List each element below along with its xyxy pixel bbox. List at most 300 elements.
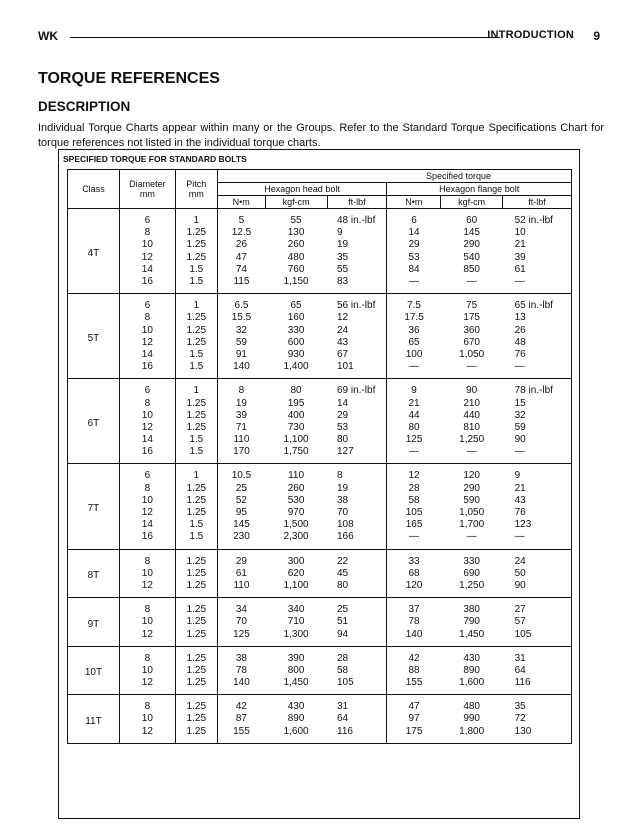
flange-nm-cell: 29 [408, 239, 420, 251]
hex-ftlbf-cell: 105 [327, 677, 387, 695]
flange-nm-cell: 155 [387, 677, 441, 695]
flange-ftlbf-cell: — [503, 361, 572, 379]
flange-kgf-cell: 990 [463, 713, 480, 725]
hex-kgf-cell: 620 [287, 567, 305, 579]
hex-ftlbf-cell: 53 [327, 422, 387, 434]
diameter-cell: 12 [119, 252, 175, 264]
flange-kgf-cell: 810 [463, 421, 480, 433]
diameter-cell: 8 [119, 549, 175, 568]
pitch-cell: 1.25 [175, 422, 217, 434]
hex-ftlbf-cell: 29 [327, 410, 387, 422]
flange-kgf-cell: 175 [463, 312, 480, 324]
hex-kgf-cell: 1,500 [283, 519, 309, 531]
flange-kgf-cell: 1,450 [441, 628, 503, 646]
hex-kgf-cell: 730 [287, 421, 305, 433]
pitch-cell: 1.25 [175, 239, 217, 251]
hex-nm-cell: 25 [235, 482, 247, 494]
table-row [68, 209, 572, 228]
table-row [68, 294, 572, 313]
header-diameter [119, 170, 175, 209]
pitch-cell: 1.5 [175, 531, 217, 549]
table-row [68, 312, 572, 324]
class-cell: 7T [68, 464, 120, 549]
hex-kgf-cell: 2,300 [265, 531, 327, 549]
flange-kgf-cell: 1,050 [459, 348, 485, 360]
flange-nm-cell: — [387, 446, 441, 464]
flange-nm-cell: 6 [411, 215, 417, 227]
flange-nm-cell: 53 [408, 251, 420, 263]
hex-nm-cell: 26 [235, 239, 247, 251]
table-row [68, 379, 572, 398]
flange-ftlbf-cell: 21 [503, 239, 572, 251]
hex-kgf-cell: 710 [287, 616, 305, 628]
table-row [68, 410, 572, 422]
hex-nm-cell: 95 [235, 507, 247, 519]
flange-nm-cell: — [387, 361, 441, 379]
torque-table-body [68, 209, 572, 744]
hex-kgf-cell: 340 [287, 604, 305, 616]
table-row [68, 646, 572, 665]
hex-kgf-cell: 160 [287, 312, 305, 324]
table-row [68, 713, 572, 725]
flange-ftlbf-cell: 76 [503, 349, 572, 361]
flange-kgf-cell: 850 [463, 263, 480, 275]
hex-ftlbf-cell: 94 [327, 628, 387, 646]
flange-ftlbf-cell: — [503, 531, 572, 549]
hex-nm-cell: 110 [217, 580, 265, 598]
flange-nm-cell: 68 [408, 567, 420, 579]
hex-ftlbf-cell: 127 [327, 446, 387, 464]
flange-kgf-cell: 290 [463, 239, 480, 251]
page-number: 9 [593, 29, 600, 43]
header-hex-nm: N•m [217, 196, 265, 209]
table-row [68, 361, 572, 379]
flange-nm-cell: 58 [408, 494, 420, 506]
diameter-cell: 14 [119, 434, 175, 446]
flange-ftlbf-cell: 64 [503, 665, 572, 677]
hex-ftlbf-cell: 83 [327, 276, 387, 294]
hex-ftlbf-cell: 80 [327, 580, 387, 598]
header-diameter-label: Diameter [129, 179, 166, 189]
pitch-cell: 1.5 [175, 361, 217, 379]
hex-nm-cell: 39 [235, 409, 247, 421]
diameter-cell: 14 [119, 264, 175, 276]
hex-kgf-cell: 600 [287, 336, 305, 348]
pitch-cell: 1.25 [175, 252, 217, 264]
flange-ftlbf-cell: 43 [503, 495, 572, 507]
flange-nm-cell: 36 [408, 324, 420, 336]
flange-ftlbf-cell: 90 [503, 580, 572, 598]
hex-kgf-cell: 260 [287, 239, 305, 251]
flange-kgf-cell: — [441, 276, 503, 294]
pitch-cell: 1.25 [175, 227, 217, 239]
hex-ftlbf-cell: 51 [327, 616, 387, 628]
diameter-cell: 12 [119, 726, 175, 744]
description-paragraph: Individual Torque Charts appear within many or the Groups. Refer to the Standard Torque Specifications Chart for torque references not listed in the individual torque charts. [38, 122, 604, 149]
diameter-cell: 12 [119, 337, 175, 349]
diameter-cell: 6 [119, 294, 175, 313]
diameter-cell: 10 [119, 325, 175, 337]
hex-kgf-cell: 1,600 [265, 726, 327, 744]
hex-ftlbf-cell: 9 [327, 227, 387, 239]
table-row [68, 239, 572, 251]
hex-ftlbf-cell: 166 [327, 531, 387, 549]
flange-ftlbf-cell: 123 [503, 519, 572, 531]
header-specified-torque: Specified torque [217, 170, 571, 183]
flange-nm-cell: 140 [387, 628, 441, 646]
pitch-cell: 1.25 [175, 580, 217, 598]
pitch-cell: 1.5 [175, 349, 217, 361]
diameter-cell: 16 [119, 531, 175, 549]
hex-nm-cell: 125 [217, 628, 265, 646]
hex-nm-cell: 6.5 [234, 300, 249, 312]
pitch-cell: 1 [175, 209, 217, 228]
flange-kgf-cell: 890 [463, 664, 480, 676]
diameter-cell: 10 [119, 713, 175, 725]
hex-kgf-cell: 390 [287, 652, 305, 664]
table-row [68, 616, 572, 628]
flange-ftlbf-cell: — [503, 446, 572, 464]
pitch-cell: 1 [175, 464, 217, 483]
diameter-cell: 8 [119, 695, 175, 714]
table-row [68, 464, 572, 483]
hex-ftlbf-cell: 25 [327, 598, 387, 617]
class-cell: 10T [68, 646, 120, 695]
flange-ftlbf-cell: 65 in.-lbf [503, 294, 572, 313]
diameter-cell: 8 [119, 397, 175, 409]
flange-nm-cell: 165 [405, 519, 423, 531]
hex-ftlbf-cell: 58 [327, 665, 387, 677]
flange-nm-cell: 9 [411, 385, 417, 397]
hex-kgf-cell: 1,100 [283, 434, 309, 446]
hex-nm-cell: 5 [238, 215, 245, 227]
flange-ftlbf-cell: 13 [503, 312, 572, 324]
class-cell: 5T [68, 294, 120, 379]
diameter-cell: 8 [119, 227, 175, 239]
page-header [38, 29, 600, 45]
hex-ftlbf-cell: 48 in.-lbf [327, 209, 387, 228]
pitch-cell: 1.25 [175, 495, 217, 507]
hex-ftlbf-cell: 38 [327, 495, 387, 507]
flange-kgf-cell: 670 [463, 336, 480, 348]
table-row [68, 397, 572, 409]
pitch-cell: 1.25 [175, 713, 217, 725]
diameter-cell: 8 [119, 598, 175, 617]
table-row [68, 531, 572, 549]
pitch-cell: 1.25 [175, 507, 217, 519]
diameter-cell: 10 [119, 616, 175, 628]
flange-kgf-cell: — [441, 531, 503, 549]
flange-ftlbf-cell: 61 [503, 264, 572, 276]
hex-nm-cell: 140 [217, 677, 265, 695]
diameter-cell: 12 [119, 507, 175, 519]
flange-kgf-cell: 145 [463, 227, 480, 239]
hex-kgf-cell: 530 [287, 494, 305, 506]
pitch-cell: 1.25 [175, 483, 217, 495]
flange-nm-cell: 33 [408, 555, 420, 567]
hex-kgf-cell: 110 [288, 470, 305, 482]
flange-nm-cell: 65 [408, 336, 420, 348]
hex-nm-cell: 38 [235, 652, 247, 664]
table-row [68, 483, 572, 495]
hex-ftlbf-cell: 19 [327, 483, 387, 495]
flange-nm-cell: 97 [408, 713, 420, 725]
hex-kgf-cell: 1,300 [265, 628, 327, 646]
diameter-cell: 12 [119, 422, 175, 434]
flange-ftlbf-cell: 26 [503, 325, 572, 337]
hex-kgf-cell: 260 [287, 482, 305, 494]
hex-kgf-cell: 890 [287, 713, 305, 725]
hex-nm-cell: 87 [235, 713, 247, 725]
hex-kgf-cell: 1,750 [265, 446, 327, 464]
pitch-cell: 1.25 [175, 568, 217, 580]
header-diameter-unit: mm [139, 189, 155, 199]
hex-nm-cell: 74 [235, 263, 247, 275]
hex-ftlbf-cell: 43 [327, 337, 387, 349]
header-rule [70, 37, 500, 38]
flange-ftlbf-cell: 15 [503, 397, 572, 409]
pitch-cell: 1.5 [175, 519, 217, 531]
table-row [68, 349, 572, 361]
hex-ftlbf-cell: 70 [327, 507, 387, 519]
table-row [68, 337, 572, 349]
flange-ftlbf-cell: 59 [503, 422, 572, 434]
diameter-cell: 10 [119, 665, 175, 677]
pitch-cell: 1 [175, 294, 217, 313]
flange-ftlbf-cell: 24 [503, 549, 572, 568]
header-hex-kgf: kgf-cm [265, 196, 327, 209]
hex-nm-cell: 19 [235, 397, 247, 409]
table-row [68, 677, 572, 695]
pitch-cell: 1.25 [175, 312, 217, 324]
pitch-cell: 1.25 [175, 646, 217, 665]
flange-nm-cell: 21 [408, 397, 420, 409]
flange-ftlbf-cell: 50 [503, 568, 572, 580]
flange-nm-cell: 37 [408, 604, 420, 616]
hex-kgf-cell: 970 [287, 507, 305, 519]
flange-ftlbf-cell: 72 [503, 713, 572, 725]
hex-ftlbf-cell: 80 [327, 434, 387, 446]
flange-kgf-cell: 1,800 [441, 726, 503, 744]
table-row [68, 422, 572, 434]
header-class: Class [68, 170, 120, 209]
diameter-cell: 8 [119, 312, 175, 324]
table-row [68, 549, 572, 568]
hex-nm-cell: 12.5 [231, 227, 252, 239]
flange-kgf-cell: 540 [463, 251, 480, 263]
hex-kgf-cell: 800 [287, 664, 305, 676]
diameter-cell: 12 [119, 580, 175, 598]
section-subtitle: DESCRIPTION [38, 99, 131, 114]
hex-ftlbf-cell: 55 [327, 264, 387, 276]
hex-ftlbf-cell: 67 [327, 349, 387, 361]
flange-kgf-cell: 290 [463, 482, 480, 494]
diameter-cell: 14 [119, 349, 175, 361]
flange-ftlbf-cell: 39 [503, 252, 572, 264]
flange-kgf-cell: 480 [463, 701, 480, 713]
hex-nm-cell: 61 [235, 567, 247, 579]
hex-nm-cell: 29 [235, 555, 247, 567]
flange-nm-cell: 80 [408, 421, 420, 433]
header-section: INTRODUCTION [487, 29, 574, 41]
hex-kgf-cell: 1,400 [265, 361, 327, 379]
flange-nm-cell: 17.5 [404, 312, 424, 324]
flange-kgf-cell: — [441, 446, 503, 464]
flange-nm-cell: 7.5 [407, 300, 421, 312]
flange-nm-cell: 105 [405, 507, 423, 519]
hex-ftlbf-cell: 12 [327, 312, 387, 324]
flange-nm-cell: 42 [408, 652, 420, 664]
table-row [68, 434, 572, 446]
flange-kgf-cell: 210 [463, 397, 480, 409]
header-pitch-unit: mm [188, 189, 204, 199]
flange-ftlbf-cell: 52 in.-lbf [503, 209, 572, 228]
flange-nm-cell: 100 [405, 348, 423, 360]
table-row [68, 665, 572, 677]
flange-ftlbf-cell: 130 [503, 726, 572, 744]
flange-ftlbf-cell: 48 [503, 337, 572, 349]
table-row [68, 276, 572, 294]
flange-kgf-cell: 75 [466, 300, 478, 312]
hex-ftlbf-cell: 35 [327, 252, 387, 264]
hex-kgf-cell: 195 [287, 397, 305, 409]
pitch-cell: 1.5 [175, 446, 217, 464]
hex-nm-cell: 42 [235, 701, 247, 713]
table-row [68, 580, 572, 598]
header-flange-kgf: kgf-cm [441, 196, 503, 209]
hex-ftlbf-cell: 28 [327, 646, 387, 665]
hex-ftlbf-cell: 64 [327, 713, 387, 725]
pitch-cell: 1.25 [175, 598, 217, 617]
table-row [68, 519, 572, 531]
hex-kgf-cell: 430 [287, 701, 305, 713]
diameter-cell: 16 [119, 361, 175, 379]
flange-nm-cell: 47 [408, 701, 420, 713]
flange-nm-cell: — [387, 276, 441, 294]
pitch-cell: 1.5 [175, 276, 217, 294]
hex-kgf-cell: 300 [287, 555, 305, 567]
hex-ftlbf-cell: 24 [327, 325, 387, 337]
flange-kgf-cell: 60 [466, 215, 478, 227]
hex-nm-cell: 140 [217, 361, 265, 379]
flange-nm-cell: 125 [405, 434, 423, 446]
header-pitch [175, 170, 217, 209]
pitch-cell: 1.25 [175, 695, 217, 714]
table-row [68, 495, 572, 507]
pitch-cell: 1.5 [175, 264, 217, 276]
flange-nm-cell: — [387, 531, 441, 549]
pitch-cell: 1.25 [175, 549, 217, 568]
flange-nm-cell: 175 [387, 726, 441, 744]
flange-nm-cell: 14 [408, 227, 420, 239]
header-hex-ftlbf: ft-lbf [327, 196, 387, 209]
flange-kgf-cell: 1,050 [459, 507, 485, 519]
flange-kgf-cell: 430 [463, 652, 480, 664]
flange-ftlbf-cell: 32 [503, 410, 572, 422]
table-row [68, 227, 572, 239]
hex-nm-cell: 15.5 [231, 312, 252, 324]
hex-kgf-cell: 400 [287, 409, 305, 421]
hex-nm-cell: 47 [235, 251, 247, 263]
pitch-cell: 1 [175, 379, 217, 398]
flange-nm-cell: 84 [408, 263, 420, 275]
flange-kgf-cell: 1,700 [459, 519, 485, 531]
flange-kgf-cell: 690 [463, 567, 480, 579]
hex-nm-cell: 32 [235, 324, 247, 336]
flange-ftlbf-cell: 90 [503, 434, 572, 446]
header-hex-head: Hexagon head bolt [217, 183, 387, 196]
class-cell: 4T [68, 209, 120, 294]
hex-ftlbf-cell: 45 [327, 568, 387, 580]
hex-kgf-cell: 330 [287, 324, 305, 336]
hex-ftlbf-cell: 22 [327, 549, 387, 568]
hex-nm-cell: 59 [235, 336, 247, 348]
pitch-cell: 1.5 [175, 434, 217, 446]
table-row [68, 695, 572, 714]
hex-nm-cell: 155 [217, 726, 265, 744]
pitch-cell: 1.25 [175, 410, 217, 422]
torque-chart [58, 149, 580, 819]
hex-ftlbf-cell: 116 [327, 726, 387, 744]
flange-ftlbf-cell: 116 [503, 677, 572, 695]
hex-nm-cell: 71 [235, 421, 247, 433]
hex-nm-cell: 10.5 [231, 470, 252, 482]
diameter-cell: 14 [119, 519, 175, 531]
flange-nm-cell: 12 [408, 470, 420, 482]
flange-nm-cell: 78 [408, 616, 420, 628]
flange-kgf-cell: 790 [463, 616, 480, 628]
flange-kgf-cell: 1,250 [459, 434, 485, 446]
hex-nm-cell: 91 [235, 348, 247, 360]
hex-nm-cell: 34 [235, 604, 247, 616]
hex-kgf-cell: 1,450 [265, 677, 327, 695]
flange-ftlbf-cell: 78 in.-lbf [503, 379, 572, 398]
hex-kgf-cell: 55 [290, 215, 302, 227]
diameter-cell: 10 [119, 410, 175, 422]
flange-nm-cell: 28 [408, 482, 420, 494]
pitch-cell: 1.25 [175, 628, 217, 646]
hex-kgf-cell: 760 [287, 263, 305, 275]
table-row [68, 568, 572, 580]
hex-nm-cell: 145 [233, 519, 250, 531]
flange-kgf-cell: 590 [463, 494, 480, 506]
hex-ftlbf-cell: 31 [327, 695, 387, 714]
hex-kgf-cell: 1,100 [265, 580, 327, 598]
class-cell: 8T [68, 549, 120, 598]
pitch-cell: 1.25 [175, 337, 217, 349]
header-pitch-label: Pitch [186, 179, 207, 189]
table-row [68, 726, 572, 744]
hex-nm-cell: 52 [235, 494, 247, 506]
hex-nm-cell: 115 [217, 276, 265, 294]
flange-ftlbf-cell: 21 [503, 483, 572, 495]
flange-kgf-cell: 330 [463, 555, 480, 567]
table-row [68, 628, 572, 646]
pitch-cell: 1.25 [175, 726, 217, 744]
pitch-cell: 1.25 [175, 325, 217, 337]
flange-kgf-cell: 380 [463, 604, 480, 616]
flange-kgf-cell: 120 [463, 470, 480, 482]
table-row [68, 252, 572, 264]
hex-nm-cell: 110 [233, 434, 250, 446]
flange-kgf-cell: 440 [463, 409, 480, 421]
header-hex-flange: Hexagon flange bolt [387, 183, 572, 196]
diameter-cell: 8 [119, 646, 175, 665]
table-row [68, 446, 572, 464]
header-flange-ftlbf: ft-lbf [503, 196, 572, 209]
hex-kgf-cell: 80 [290, 385, 302, 397]
flange-kgf-cell: 360 [463, 324, 480, 336]
